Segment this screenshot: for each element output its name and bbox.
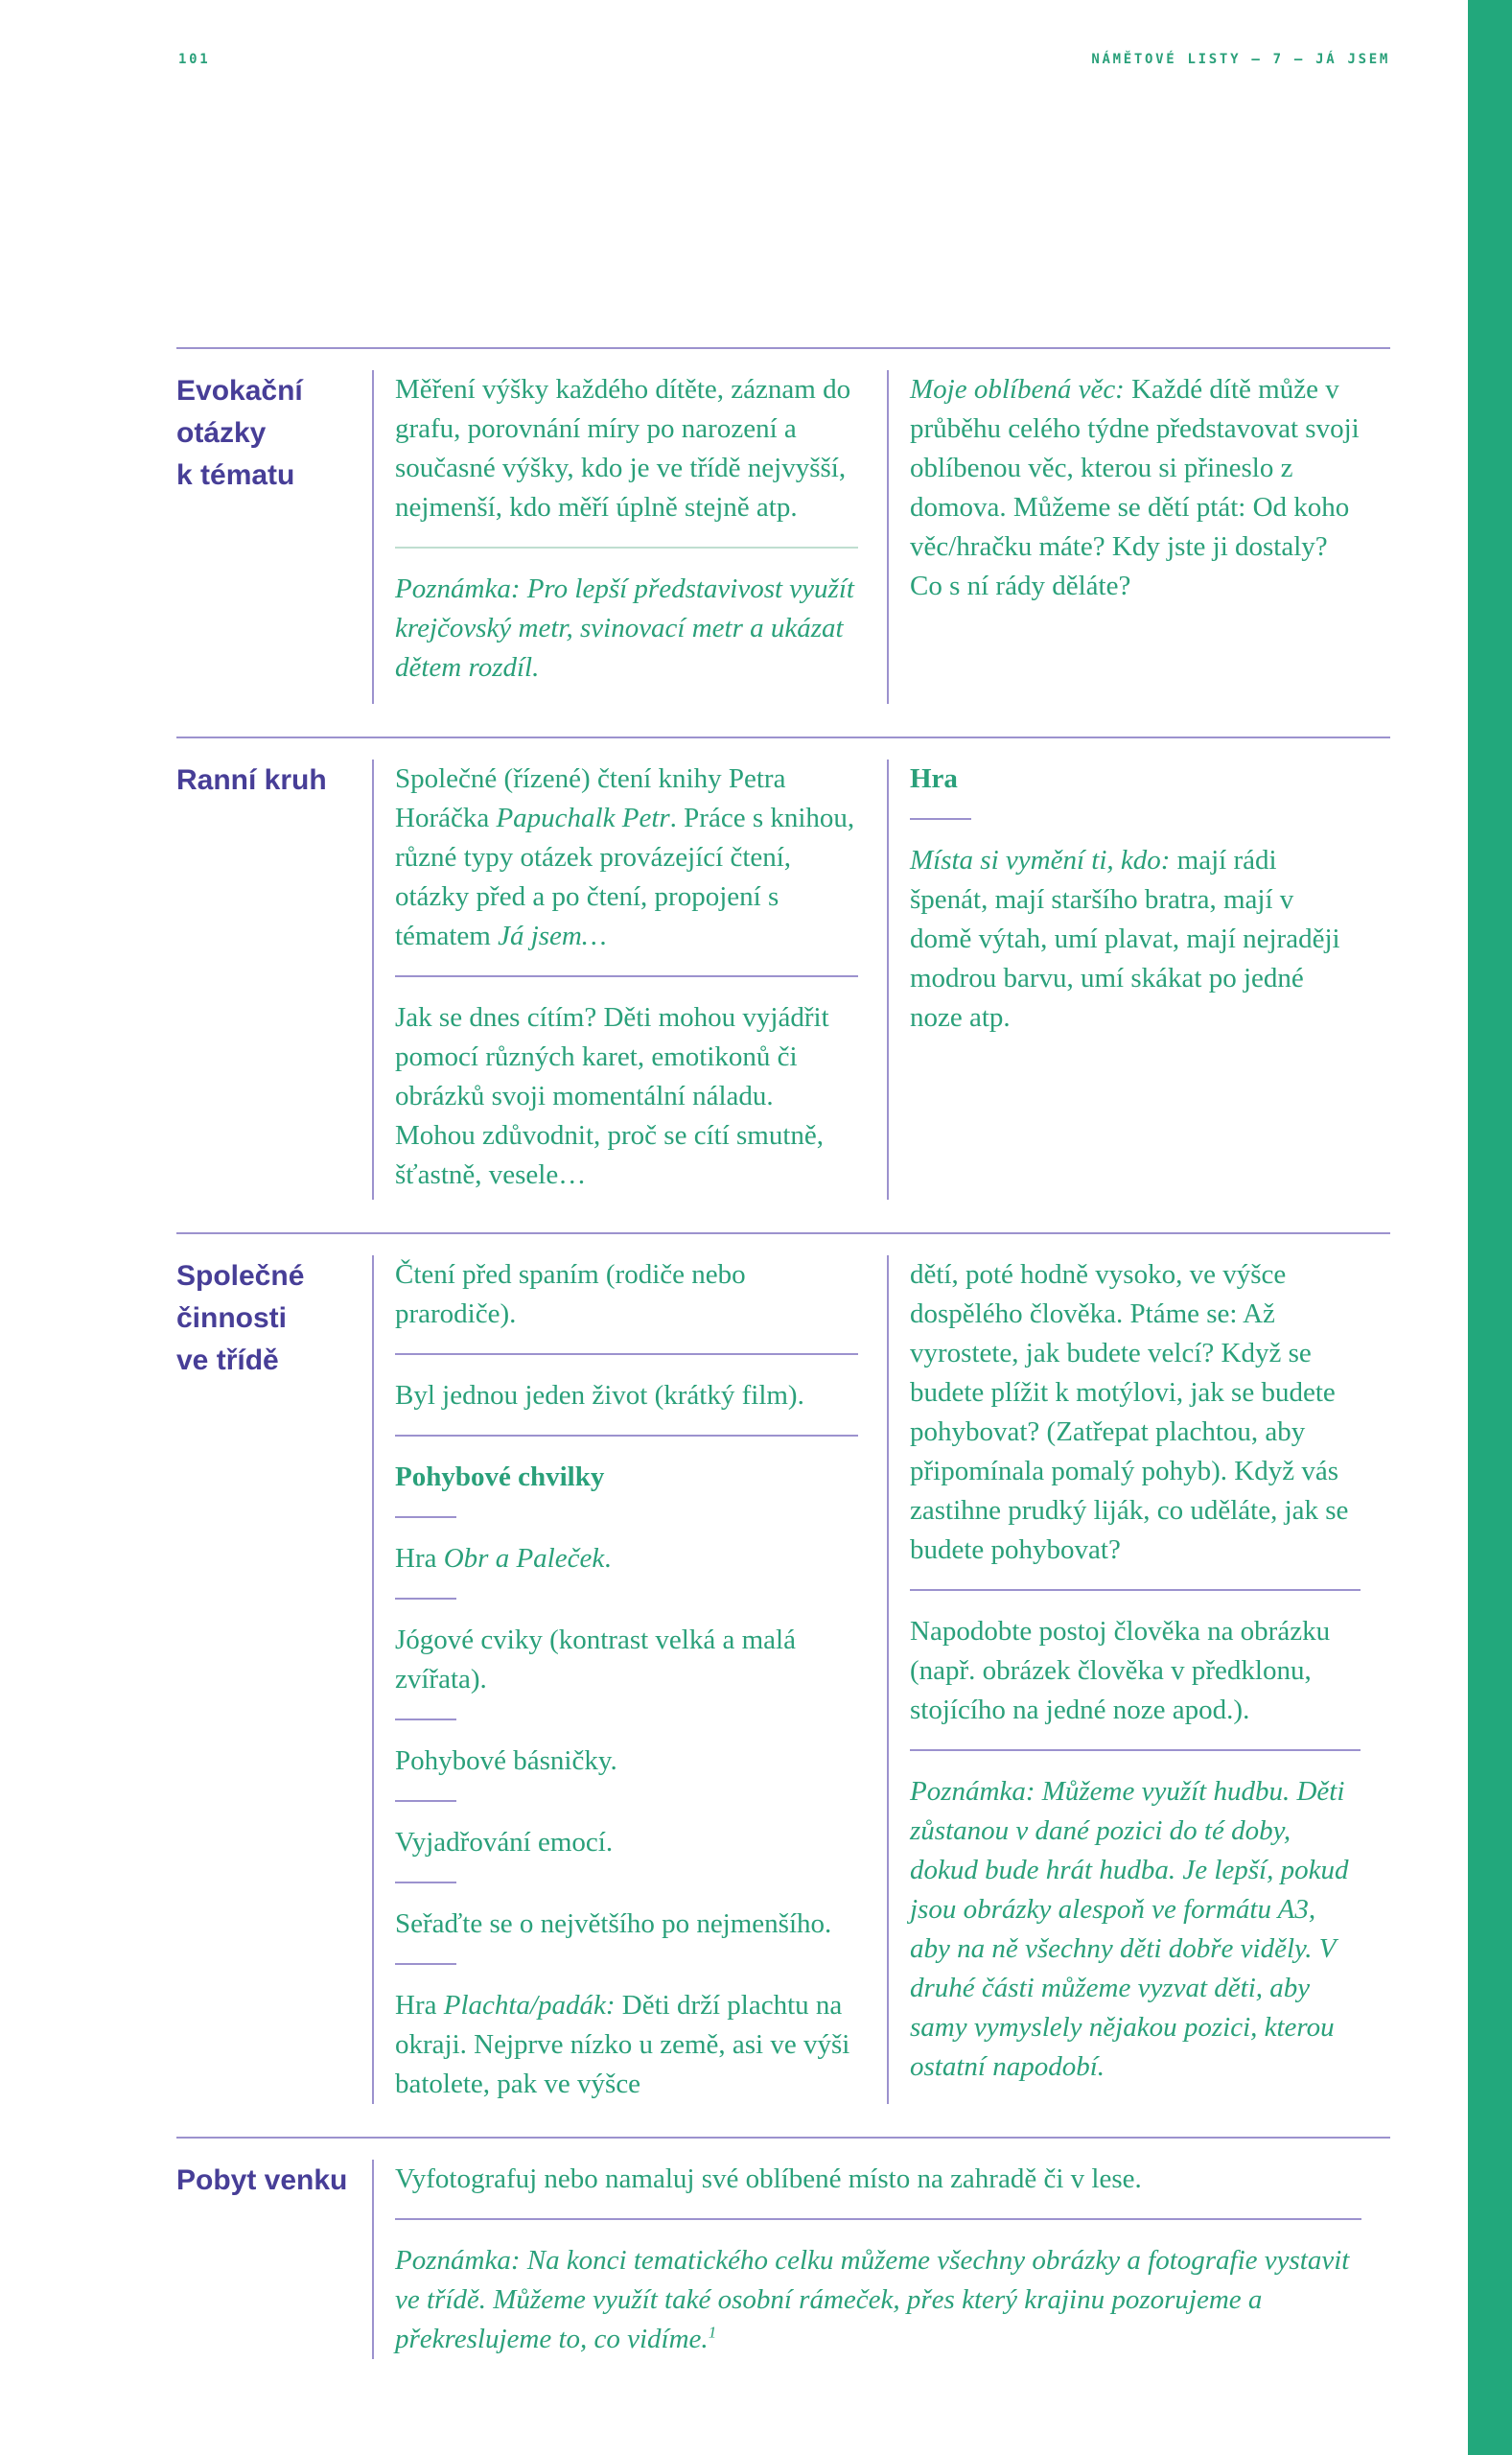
section-label-line: Společné <box>176 1260 305 1292</box>
paragraph <box>910 1255 1361 1570</box>
paragraph <box>395 760 858 956</box>
text-run: 1 <box>708 2323 717 2342</box>
text-run: Společné (řízené) čtení knihy Petra Horáčka <box>395 763 786 833</box>
section-label <box>176 1255 372 2104</box>
section-column <box>887 370 1389 704</box>
paragraph <box>395 1376 858 1415</box>
paragraph <box>910 1612 1361 1730</box>
divider <box>395 1435 858 1437</box>
section-label-line: Evokační <box>176 375 303 407</box>
text-run: . <box>604 1543 612 1574</box>
section-row <box>176 736 1390 1232</box>
divider <box>395 2218 1361 2220</box>
paragraph <box>395 1255 858 1334</box>
text-run: Seřaďte se o největšího po nejmenšího. <box>395 1908 832 1939</box>
text-run: Pohybové chvilky <box>395 1461 605 1492</box>
text-run: Vyjadřování emocí. <box>395 1827 614 1858</box>
text-run: Čtení před spaním (rodiče nebo prarodiče). <box>395 1259 746 1329</box>
text-run: Obr a Paleček <box>443 1543 605 1574</box>
text-run: Byl jednou jeden život (krátký film). <box>395 1380 804 1411</box>
divider <box>395 1353 858 1355</box>
text-run: Moje oblíbená věc: <box>910 374 1125 405</box>
paragraph <box>395 370 858 527</box>
text-run: Poznámka: Můžeme využít hudbu. Děti zůstanou v dané pozici do té doby, dokud bude hrát hudba. Je lepší, pokud jsou obrázky alespoň ve formátu A3, aby na ně všechny děti dobře viděly. V druhé části můžeme vyzvat děti, aby samy vymyslely nějakou pozici, kterou ostatní napodobí. <box>910 1776 1349 2082</box>
text-run: Poznámka: Pro lepší představivost využít krejčovský metr, svinovací metr a ukázat dětem rozdíl. <box>395 573 854 683</box>
section-label <box>176 2160 372 2359</box>
section-label <box>176 370 372 704</box>
divider <box>395 1598 456 1600</box>
paragraph <box>395 1823 858 1862</box>
section-label-line: ve třídě <box>176 1344 279 1376</box>
divider <box>395 1718 456 1720</box>
text-run: Napodobte postoj člověka na obrázku (např. obrázek člověka v předklonu, stojícího na jedné noze apod.). <box>910 1616 1331 1725</box>
paragraph <box>910 841 1361 1038</box>
paragraph <box>395 2160 1361 2199</box>
text-run: Hra <box>395 1543 444 1574</box>
section-label-line: Ranní kruh <box>176 764 327 796</box>
divider <box>395 1800 456 1802</box>
section-column <box>887 1255 1389 2104</box>
page-edge-bar <box>1468 0 1512 2455</box>
divider <box>910 1589 1361 1591</box>
section-row <box>176 1232 1390 2137</box>
paragraph <box>395 1539 858 1578</box>
text-run: . Práce s knihou, různé typy otázek provázející čtení, otázky před a po čtení, propojení s tématem <box>395 803 855 951</box>
section-label <box>176 760 372 1200</box>
text-run: Hra <box>395 1990 444 2021</box>
section-row <box>176 347 1390 736</box>
paragraph <box>395 998 858 1195</box>
paragraph <box>395 1905 858 1944</box>
section-label-line: Pobyt venku <box>176 2164 348 2196</box>
text-run: Hra <box>910 763 958 794</box>
divider <box>395 975 858 977</box>
section-row <box>176 2137 1390 2392</box>
page-number: 101 <box>178 52 211 67</box>
page-header <box>178 52 1390 67</box>
paragraph <box>395 1742 858 1781</box>
divider <box>910 818 971 820</box>
text-run: Poznámka: Na konci tematického celku můžeme všechny obrázky a fotografie vystavit ve třídě. Můžeme využít také osobní rámeček, přes který krajinu pozorujeme a překreslujeme to, co vidíme. <box>395 2245 1350 2354</box>
paragraph <box>910 760 1361 799</box>
divider <box>395 1882 456 1883</box>
sections-table <box>176 347 1390 2392</box>
note-paragraph <box>395 570 858 688</box>
text-run: Děti drží plachtu na okraji. Nejprve nízko u země, asi ve výši batolete, pak ve výšce <box>395 1990 850 2099</box>
paragraph <box>395 1621 858 1699</box>
divider <box>395 1516 456 1518</box>
section-label-line: činnosti <box>176 1302 288 1334</box>
text-run: Jógové cviky (kontrast velká a malá zvířata). <box>395 1625 796 1695</box>
text-run: mají rádi špenát, mají staršího bratra, mají v domě výtah, umí plavat, mají nejraději modrou barvu, umí skákat po jedné noze atp. <box>910 845 1340 1033</box>
text-run: Já jsem… <box>498 921 607 951</box>
text-run: Papuchalk Petr <box>496 803 670 833</box>
text-run: Pohybové básničky. <box>395 1745 617 1776</box>
section-column <box>887 760 1389 1200</box>
header-title: NÁMĚTOVÉ LISTY – 7 – JÁ JSEM <box>1091 52 1390 67</box>
text-run: Každé dítě může v průběhu celého týdne představovat svoji oblíbenou věc, kterou si přineslo z domova. Můžeme se dětí ptát: Od koho věc/hračku máte? Kdy jste ji dostaly? Co s ní rády děláte? <box>910 374 1360 601</box>
note-paragraph <box>910 1772 1361 2087</box>
section-label-line: otázky <box>176 417 267 449</box>
paragraph <box>395 1986 858 2104</box>
text-run: Jak se dnes cítím? Děti mohou vyjádřit pomocí různých karet, emotikonů či obrázků svoji momentální náladu. Mohou zdůvodnit, proč se cítí smutně, šťastně, vesele… <box>395 1002 829 1190</box>
paragraph <box>395 1458 858 1497</box>
text-run: Plachta/padák: <box>443 1990 616 2021</box>
section-column <box>372 1255 887 2104</box>
section-column <box>372 760 887 1200</box>
divider <box>395 547 858 549</box>
text-run: Měření výšky každého dítěte, záznam do grafu, porovnání míry po narození a současné výšky, kdo je ve třídě nejvyšší, nejmenší, kdo měří úplně stejně atp. <box>395 374 851 523</box>
text-run: dětí, poté hodně vysoko, ve výšce dospělého člověka. Ptáme se: Až vyrostete, jak budete velcí? Když se budete plížit k motýlovi, jak se budete pohybovat? (Zatřepat plachtou, aby připomínala pomalý pohyb). Když vás zastihne prudký liják, co uděláte, jak se budete pohybovat? <box>910 1259 1349 1565</box>
divider <box>910 1749 1361 1751</box>
note-paragraph <box>395 2241 1361 2359</box>
section-label-line: k tématu <box>176 459 295 491</box>
divider <box>395 1963 456 1965</box>
text-run: Vyfotografuj nebo namaluj své oblíbené místo na zahradě či v lese. <box>395 2163 1142 2194</box>
section-column <box>372 2160 1390 2359</box>
paragraph <box>910 370 1361 606</box>
text-run: Místa si vymění ti, kdo: <box>910 845 1171 876</box>
section-column <box>372 370 887 704</box>
